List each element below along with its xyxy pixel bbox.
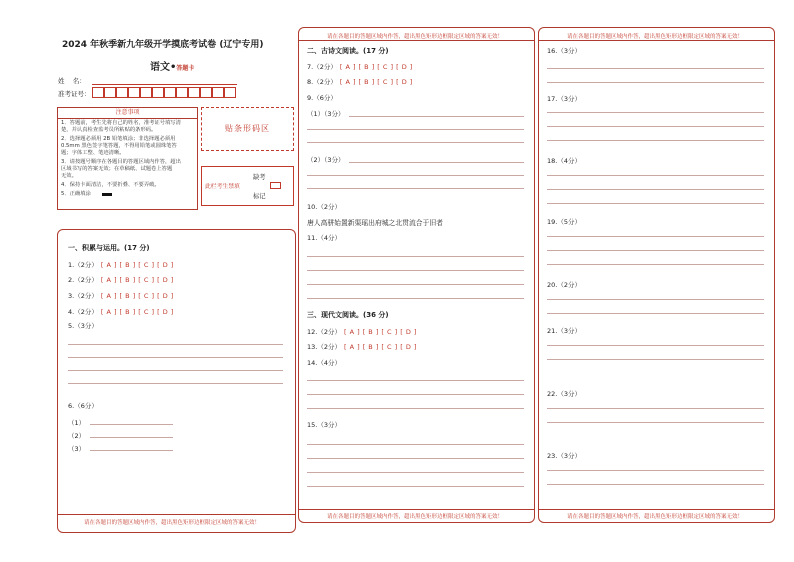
column2-answer-box xyxy=(298,27,535,523)
q1-options[interactable]: [ A ] [ B ] [ C ] [ D ] xyxy=(100,261,174,269)
answer-line[interactable] xyxy=(547,264,764,265)
answer-line[interactable] xyxy=(547,203,764,204)
question-4: 4.（2分） [ A ] [ B ] [ C ] [ D ] xyxy=(68,308,174,316)
page-title: 2024 年秋季新九年级开学摸底考试卷 (辽宁专用) xyxy=(62,40,264,50)
q13-options[interactable]: [ A ] [ B ] [ C ] [ D ] xyxy=(343,343,417,351)
header-rule xyxy=(539,40,774,41)
question-22: 22.（3分） xyxy=(547,390,581,398)
section1-answer-box xyxy=(57,229,296,533)
section3-heading: 三、现代文阅读。(36 分) xyxy=(307,311,389,319)
answer-line[interactable] xyxy=(547,140,764,141)
answer-line[interactable] xyxy=(547,175,764,176)
subject-title xyxy=(150,58,194,73)
answer-line[interactable] xyxy=(547,126,764,127)
subject-tag: 答题卡 xyxy=(176,65,195,72)
note-line: 题；字体工整、笔迹清晰。 xyxy=(61,150,125,156)
answer-line[interactable] xyxy=(307,298,524,299)
q4-options[interactable]: [ A ] [ B ] [ C ] [ D ] xyxy=(100,308,174,316)
answer-line[interactable] xyxy=(547,189,764,190)
absent-box xyxy=(201,166,294,206)
q8-options[interactable]: [ A ] [ B ] [ C ] [ D ] xyxy=(339,78,413,86)
absent-word: 缺考 xyxy=(253,174,266,181)
footer-warning: 请在各题目的答题区域内作答，超出黑色矩形边框限定区域的答案无效！ xyxy=(84,520,261,526)
question-20: 20.（2分） xyxy=(547,281,581,289)
footer-rule xyxy=(58,514,295,515)
answer-line[interactable] xyxy=(547,236,764,237)
question-23: 23.（3分） xyxy=(547,452,581,460)
answer-line[interactable] xyxy=(68,383,283,384)
q3-options[interactable]: [ A ] [ B ] [ C ] [ D ] xyxy=(100,292,174,300)
answer-line[interactable] xyxy=(307,284,524,285)
subject-label: 语文• xyxy=(150,62,177,73)
q6-sub-2: （2） xyxy=(68,432,86,440)
answer-line[interactable] xyxy=(307,270,524,271)
q9-sub-1: （1）（3分） xyxy=(307,110,345,118)
note-line: 3．请按题号顺序在各题目的答题区域内作答，超出 xyxy=(61,159,181,165)
question-2: 2.（2分） [ A ] [ B ] [ C ] [ D ] xyxy=(68,276,174,284)
question-1: 1.（2分） [ A ] [ B ] [ C ] [ D ] xyxy=(68,261,174,269)
section1-heading: 一、积累与运用。(17 分) xyxy=(68,244,150,252)
question-14: 14.（4分） xyxy=(307,359,341,367)
question-21: 21.（3分） xyxy=(547,327,581,335)
name-field[interactable] xyxy=(92,84,237,85)
q12-options[interactable]: [ A ] [ B ] [ C ] [ D ] xyxy=(343,328,417,336)
footer-warning: 请在各题目的答题区域内作答，超出黑色矩形边框限定区域的答案无效！ xyxy=(327,514,504,520)
answer-line[interactable] xyxy=(307,142,524,143)
answer-line[interactable] xyxy=(547,345,764,346)
answer-line[interactable] xyxy=(307,129,524,130)
answer-line[interactable] xyxy=(547,68,764,69)
note-line: 楚，并认真检查监考员所粘贴的条形码。 xyxy=(61,127,157,133)
absent-checkbox[interactable] xyxy=(270,182,281,189)
question-7: 7.（2分） [ A ] [ B ] [ C ] [ D ] xyxy=(307,63,413,71)
mark-word: 标记 xyxy=(253,193,266,200)
column3-answer-box xyxy=(538,27,775,523)
answer-line[interactable] xyxy=(547,299,764,300)
notes-box xyxy=(57,107,198,210)
question-18: 18.（4分） xyxy=(547,157,581,165)
notes-title: 注意事项 xyxy=(58,108,197,119)
footer-warning: 请在各题目的答题区域内作答，超出黑色矩形边框限定区域的答案无效！ xyxy=(567,514,744,520)
answer-line[interactable] xyxy=(307,256,524,257)
question-15: 15.（3分） xyxy=(307,421,341,429)
question-6: 6.（6分） xyxy=(68,402,98,410)
answer-line[interactable] xyxy=(68,344,283,345)
answer-line[interactable] xyxy=(307,394,524,395)
answer-line[interactable] xyxy=(307,486,524,487)
q7-options[interactable]: [ A ] [ B ] [ C ] [ D ] xyxy=(339,63,413,71)
answer-line[interactable] xyxy=(547,313,764,314)
note-line: 5．正确填涂 xyxy=(61,191,91,197)
note-line: 0.5mm 黑色签字笔答题，不得用铅笔或圆珠笔答 xyxy=(61,143,177,149)
answer-line[interactable] xyxy=(68,357,283,358)
answer-line[interactable] xyxy=(547,250,764,251)
answer-line[interactable] xyxy=(547,82,764,83)
answer-line[interactable] xyxy=(547,484,764,485)
question-11: 11.（4分） xyxy=(307,234,341,242)
answer-line[interactable] xyxy=(307,458,524,459)
answer-line[interactable] xyxy=(90,437,173,438)
question-19: 19.（5分） xyxy=(547,218,581,226)
answer-line[interactable] xyxy=(307,408,524,409)
exam-no-label: 准考证号： xyxy=(58,90,91,98)
question-3: 3.（2分） [ A ] [ B ] [ C ] [ D ] xyxy=(68,292,174,300)
answer-line[interactable] xyxy=(307,472,524,473)
footer-rule xyxy=(539,509,774,510)
absent-note: 此栏考生禁填 xyxy=(205,184,240,190)
q6-sub-3: （3） xyxy=(68,445,86,453)
q9-sub-2: （2）（3分） xyxy=(307,156,345,164)
q6-sub-1: （1） xyxy=(68,419,86,427)
answer-line[interactable] xyxy=(307,175,524,176)
question-9: 9.（6分） xyxy=(307,94,337,102)
answer-line[interactable] xyxy=(547,112,764,113)
answer-line[interactable] xyxy=(349,116,524,117)
answer-line[interactable] xyxy=(547,470,764,471)
note-line: 区域书写的答案无效；在草稿纸、试题卷上答题 xyxy=(61,166,173,172)
section2-heading: 二、古诗文阅读。(17 分) xyxy=(307,47,389,55)
answer-line[interactable] xyxy=(307,188,524,189)
answer-line[interactable] xyxy=(349,162,524,163)
name-label: 姓 名： xyxy=(58,77,86,85)
barcode-area xyxy=(201,107,294,151)
note-line: 1．答题前，考生先将自己的姓名，准考证号填写清 xyxy=(61,120,181,126)
answer-line[interactable] xyxy=(307,444,524,445)
q10-sentence: 唐人高骈始置新渠瑶出府城之北贯流合于旧者 xyxy=(307,219,443,227)
answer-line[interactable] xyxy=(547,408,764,409)
header-warning: 请在各题目的答题区域内作答，超出黑色矩形边框限定区域的答案无效！ xyxy=(567,34,744,40)
answer-line[interactable] xyxy=(547,422,764,423)
question-13: 13.（2分） [ A ] [ B ] [ C ] [ D ] xyxy=(307,343,417,351)
header-warning: 请在各题目的答题区域内作答，超出黑色矩形边框限定区域的答案无效！ xyxy=(327,34,504,40)
barcode-label: 贴条形码区 xyxy=(225,124,270,133)
filled-mark-sample xyxy=(102,193,112,196)
answer-line[interactable] xyxy=(90,424,173,425)
question-17: 17.（3分） xyxy=(547,95,581,103)
note-line: 无效。 xyxy=(61,173,77,179)
header-rule xyxy=(299,40,534,41)
question-10: 10.（2分） xyxy=(307,203,341,211)
q2-options[interactable]: [ A ] [ B ] [ C ] [ D ] xyxy=(100,276,174,284)
question-8: 8.（2分） [ A ] [ B ] [ C ] [ D ] xyxy=(307,78,413,86)
question-12: 12.（2分） [ A ] [ B ] [ C ] [ D ] xyxy=(307,328,417,336)
answer-line[interactable] xyxy=(547,359,764,360)
question-5: 5.（3分） xyxy=(68,322,98,330)
footer-rule xyxy=(299,509,534,510)
note-line: 4．保持卡面清洁，不要折叠、不要弄破。 xyxy=(61,182,160,188)
question-16: 16.（3分） xyxy=(547,47,581,55)
note-line: 2．选择题必须用 2B 铅笔填涂；非选择题必须用 xyxy=(61,136,176,142)
answer-line[interactable] xyxy=(90,450,173,451)
answer-line[interactable] xyxy=(307,380,524,381)
answer-line[interactable] xyxy=(68,370,283,371)
